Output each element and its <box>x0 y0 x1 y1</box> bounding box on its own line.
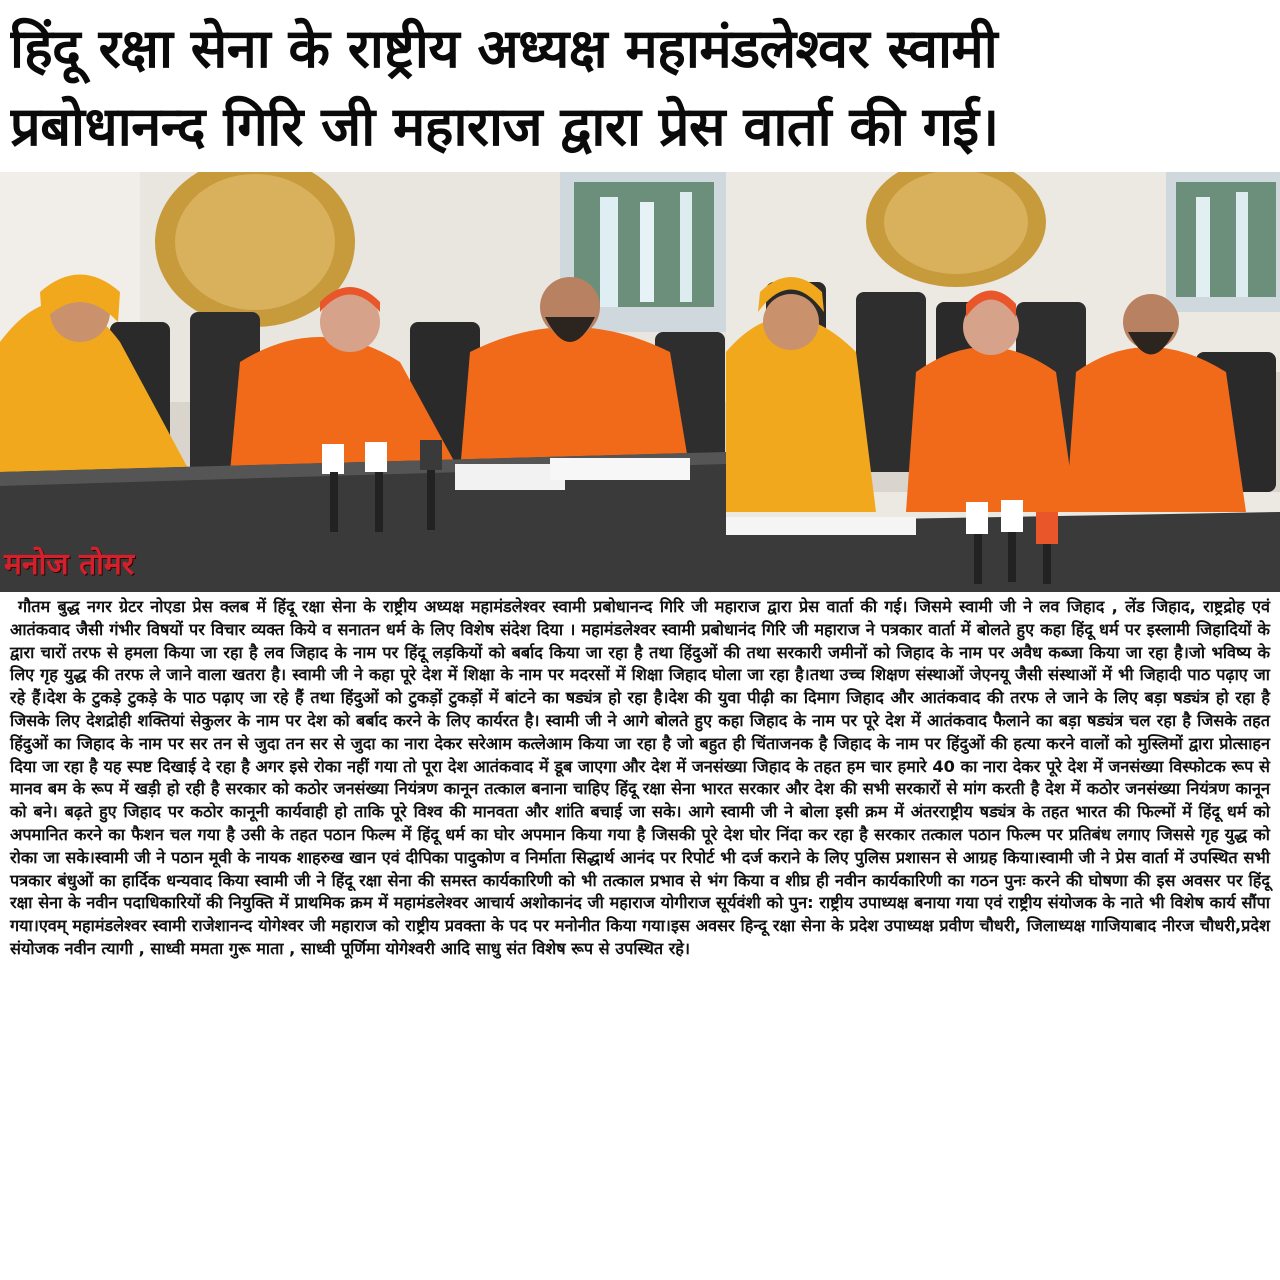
headline-line-1: हिंदू रक्षा सेना के राष्ट्रीय अध्यक्ष महामंडलेश्वर स्वामी <box>10 17 998 80</box>
article-paragraph: गौतम बुद्ध नगर ग्रेटर नोएडा प्रेस क्लब में हिंदू रक्षा सेना के राष्ट्रीय अध्यक्ष महामंडलेश्वर स्वामी प्रबोधानन्द गिरि जी महाराज द्वारा प्रेस वार्ता की गई। जिसमे स्वामी जी ने लव जिहाद , लेंड जिहाद, राष्ट्रद्रोह एवं आतंकवाद जैसी गंभीर विषयों पर विचार व्यक्त किये व सनातन धर्म के लिए विशेष संदेश दिया । महामंडलेश्वर स्वामी प्रबोधानंद गिरि जी महाराज ने पत्रकार वार्ता में बोलते हुए कहा हिंदू धर्म पर इस्लामी जिहादियों के द्वारा चारों तरफ से हमला किया जा रहा है लव जिहाद के नाम पर हिंदू लड़कियों को बर्बाद किया जा रहा है तथा हिंदुओं की तथा सरकारी जमीनों को जिहाद के नाम पर अवैध कब्जा किया जा रहा है।जो भविष्य के लिए गृह युद्ध की तरफ ले जाने वाला खतरा है। स्वामी जी ने कहा पूरे देश में शिक्षा के नाम पर मदरसों में शिक्षा जिहाद घोला जा रहा है।तथा उच्च शिक्षण संस्थाओं जेएनयू जैसी संस्थाओं में भी जिहादी पाठ पढ़ाए जा रहे हैं।देश के टुकड़े टुकड़े के पाठ पढ़ाए जा रहे हैं तथा हिंदुओं को टुकड़ों टुकड़ों में बांटने का षड्यंत्र हो रहा है।देश की युवा पीढ़ी का दिमाग जिहाद और आतंकवाद की तरफ ले जाने के लिए बड़ा षड्यंत्र हो रहा है जिसके लिए देशद्रोही शक्तियां सेकुलर के नाम पर देश को बर्बाद करने के लिए कार्यरत है। स्वामी जी ने आगे बोलते हुए कहा जिहाद के नाम पर पूरे देश में आतंकवाद फैलाने का बड़ा षड्यंत्र चल रहा है जिसके तहत हिंदुओं का जिहाद के नाम पर सर तन से जुदा तन सर से जुदा का नारा देकर सरेआम कत्लेआम किया जा रहा है जो बहुत ही चिंताजनक है जिहाद के नाम पर हिंदुओं की हत्या करने वालों को मुस्लिमों द्वारा प्रोत्साहन दिया जा रहा है यह स्पष्ट दिखाई दे रहा है अगर इसे रोका नहीं गया तो पूरा देश आतंकवाद में डूब जाएगा और देश में जनसंख्या जिहाद के तहत हम चार हमारे 40 का नारा देकर पूरे देश में जनसंख्या विस्फोटक रूप से मानव बम के रूप में खड़ी हो रही है सरकार को कठोर जनसंख्या नियंत्रण कानून तत्काल बनाना चाहिए हिंदू रक्षा सेना भारत सरकार और देश की सभी सरकारों से मांग करती है देश में कठोर जनसंख्या नियंत्रण कानून को बने। बढ़ते हुए जिहाद पर कठोर कानूनी कार्यवाही हो ताकि पूरे विश्व की मानवता और शांति बचाई जा सके। आगे स्वामी जी ने बोला इसी क्रम में अंतरराष्ट्रीय षड्यंत्र के तहत भारत की फिल्मों में हिंदू धर्म को अपमानित करने का फैशन चल गया है उसी के तहत पठान फिल्म में हिंदू धर्म का घोर अपमान किया गया है जिसकी पूरे देश घोर निंदा कर रहा है सरकार तत्काल पठान फिल्म पर प्रतिबंध लगाए जिससे गृह युद्ध को रोका जा सके।स्वामी जी ने पठान मूवी के नायक शाहरुख खान एवं दीपिका पादुकोण व निर्माता सिद्धार्थ आनंद पर रिपोर्ट भी दर्ज कराने के लिए पुलिस प्रशासन से आग्रह किया।स्वामी जी ने प्रेस वार्ता में उपस्थित सभी पत्रकार बंधुओं का हार्दिक धन्यवाद किया स्वामी जी ने हिंदू रक्षा सेना की समस्त कार्यकारिणी को भी तत्काल प्रभाव से भंग किया व शीघ्र ही नवीन कार्यकारिणी का गठन पुनः करने की घोषणा की इस अवसर पर हिंदू रक्षा सेना के नवीन पदाधिकारियों की नियुक्ति में प्राथमिक क्रम में महामंडलेश्वर आचार्य अशोकानंद जी महाराज योगीराज सूर्यवंशी को पुन: राष्ट्रीय उपाध्यक्ष बनाया गया एवं राष्ट्रीय संयोजक के नाते भी विशेष कार्य सौंपा गया।एवम् महामंडलेश्वर स्वामी राजेशानन्द योगेश्वर जी महाराज को राष्ट्रीय प्रवक्ता के पद पर मनोनीत किया गया।इस अवसर हिन्दू रक्षा सेना के प्रदेश उपाध्यक्ष प्रवीण चौधरी, जिलाध्यक्ष गाजियाबाद नीरज चौधरी,प्रदेश संयोजक नवीन त्यागी , साध्वी ममता गुरू माता , साध्वी पूर्णिमा योगेश्वरी आदि साधु संत विशेष रूप से उपस्थित रहे। <box>10 597 1270 958</box>
headline-line-2: प्रबोधानन्द गिरि जी महाराज द्वारा प्रेस वार्ता की गई। <box>10 95 999 158</box>
press-photo-right-image <box>726 172 1280 592</box>
press-photo-left-image <box>0 172 726 592</box>
headline <box>0 0 1280 172</box>
press-conference-photo-left <box>0 172 726 592</box>
press-conference-photo-right <box>726 172 1280 592</box>
article-body <box>0 594 1280 1280</box>
photographer-watermark: मनोज तोमर <box>4 547 135 582</box>
photo-strip <box>0 172 1280 592</box>
